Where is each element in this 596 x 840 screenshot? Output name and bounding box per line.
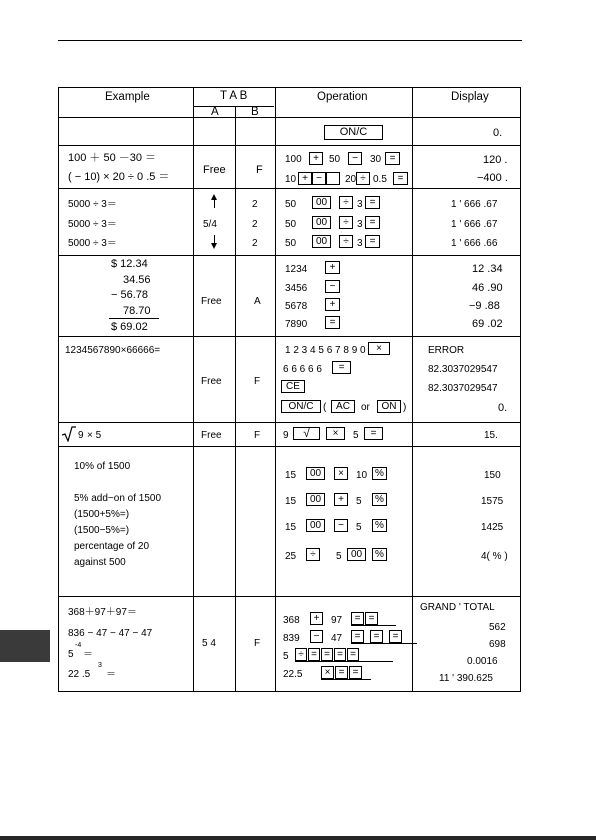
op-number: 100: [285, 154, 302, 165]
header-tab: T A B: [220, 90, 248, 102]
row-divider: [59, 255, 520, 256]
op-number: 5: [353, 430, 359, 441]
op-number: 50: [285, 199, 297, 210]
equals-key: =: [365, 216, 380, 229]
minus-key: −: [334, 519, 348, 532]
example-line: 34.56: [123, 274, 151, 286]
arrow-up-icon: [214, 196, 215, 208]
op-number: 5678: [285, 301, 308, 312]
equals-key: =: [325, 316, 340, 329]
display-value: 4( % ): [481, 551, 508, 562]
row-divider: [59, 422, 520, 423]
double-zero-key: 00: [306, 519, 325, 532]
op-number: 0.5: [373, 174, 387, 185]
op-number: 1 2 3 4 5 6 7 8 9 0: [285, 345, 366, 356]
example-line: 78.70: [123, 305, 151, 317]
op-number: 30: [370, 154, 382, 165]
display-value: −9 .88: [469, 300, 500, 312]
equals-key: =: [349, 666, 362, 679]
tab-a-value: Free: [203, 164, 226, 176]
double-zero-key: 00: [312, 216, 331, 229]
op-number: 5: [336, 551, 342, 562]
tab-a-value: Free: [201, 430, 222, 441]
example-line: 100 ＋ 50 －30 ＝: [68, 152, 157, 164]
op-number: 3: [357, 219, 363, 230]
example-line: − 56.78: [111, 289, 149, 301]
example-line: percentage of 20: [74, 541, 150, 552]
display-value: 82.3037029547: [428, 383, 498, 394]
display-value: 1 ' 666 .66: [451, 238, 498, 249]
display-value: 11 ' 390.625: [439, 673, 493, 684]
op-number: 15: [285, 496, 297, 507]
op-number: 839: [283, 633, 300, 644]
example-line: ＝: [106, 669, 116, 680]
display-value: 0.: [498, 402, 508, 414]
percent-key: %: [372, 467, 387, 480]
tab-a-value: Free: [201, 376, 222, 387]
equals-key: =: [370, 630, 383, 643]
op-number: 5: [283, 651, 289, 662]
tab-b-value: A: [254, 296, 261, 307]
plus-key: +: [310, 612, 323, 625]
op-number: 15: [285, 522, 297, 533]
example-line: 5000 ÷ 3＝: [68, 238, 117, 249]
example-line: $ 69.02: [111, 321, 148, 333]
underline: [351, 625, 396, 626]
op-number: 15: [285, 470, 297, 481]
op-number: 97: [331, 615, 343, 626]
op-number: 10: [356, 470, 368, 481]
op-number: 5: [356, 522, 362, 533]
equals-key: =: [365, 196, 380, 209]
display-value: 698: [489, 639, 506, 650]
on-key: ON: [377, 400, 401, 413]
underline: [295, 661, 393, 662]
op-number: 47: [331, 633, 343, 644]
example-line: ＝: [83, 649, 93, 660]
example-line: ( − 10) × 20 ÷ 0 .5 ＝: [68, 171, 170, 183]
divide-key: ÷: [339, 196, 353, 209]
equals-key: =: [364, 427, 383, 440]
row-divider: [59, 336, 520, 337]
multiply-key: ×: [326, 427, 345, 440]
tab-a-value: Free: [201, 296, 222, 307]
op-number: 20: [345, 174, 357, 185]
col-divider: [193, 88, 194, 691]
ce-key: CE: [281, 380, 305, 393]
equals-key: =: [393, 172, 408, 185]
op-number: 25: [285, 551, 297, 562]
underline: [321, 679, 371, 680]
example-line: 5% add−on of 1500: [74, 493, 162, 504]
op-word: or: [361, 402, 370, 413]
example-line: 5000 ÷ 3＝: [68, 199, 117, 210]
plus-key: +: [334, 493, 348, 506]
example-line: 368＋97＋97＝: [68, 607, 137, 618]
example-line: 22 .5: [68, 669, 91, 680]
header-rule: [58, 40, 522, 41]
example-table: [58, 87, 521, 692]
example-line: 5000 ÷ 3＝: [68, 219, 117, 230]
col-divider: [235, 106, 236, 691]
example-line: (1500−5%=): [74, 525, 130, 536]
multiply-key: ×: [368, 342, 390, 355]
op-number: 10: [285, 174, 297, 185]
equals-key: =: [334, 648, 346, 661]
display-value: 120 .: [483, 154, 508, 166]
exponent: 3: [98, 662, 102, 669]
ac-key: AC: [331, 400, 355, 413]
header-operation: Operation: [317, 91, 368, 103]
paren: ): [403, 402, 407, 413]
row-divider: [193, 106, 274, 107]
header-tab-a: A: [211, 106, 219, 118]
square-root-icon: [62, 426, 76, 442]
display-value: 69 .02: [472, 318, 503, 330]
display-value: 82.3037029547: [428, 364, 498, 375]
equals-key: =: [347, 648, 359, 661]
example-line: 836 − 47 − 47 − 47: [68, 628, 153, 639]
onc-key: ON/C: [324, 125, 383, 140]
display-value: 12 .34: [472, 263, 503, 275]
paren: (: [323, 402, 327, 413]
plus-key: +: [309, 152, 323, 165]
row-divider: [59, 117, 520, 118]
equals-key: =: [351, 630, 364, 643]
divide-key: ÷: [339, 235, 353, 248]
underline: [351, 643, 417, 644]
op-number: 3: [357, 199, 363, 210]
plus-key: +: [298, 172, 312, 185]
percent-key: %: [372, 519, 387, 532]
equals-key: =: [389, 630, 402, 643]
minus-key: −: [348, 152, 362, 165]
op-number: 50: [285, 219, 297, 230]
op-number: 6 6 6 6 6: [283, 364, 322, 375]
example-line: (1500+5%=): [74, 509, 130, 520]
minus-key: −: [310, 630, 323, 643]
double-zero-key: 00: [312, 235, 331, 248]
op-number: 50: [329, 154, 341, 165]
equals-key: =: [321, 648, 333, 661]
op-number: 50: [285, 238, 297, 249]
example-line: 5: [68, 649, 74, 660]
display-value: 0.0016: [467, 656, 498, 667]
sqrt-key: √: [293, 427, 320, 440]
display-value: 562: [489, 622, 506, 633]
op-number: 9: [283, 430, 289, 441]
equals-key: =: [308, 648, 320, 661]
col-divider: [412, 88, 413, 691]
tab-b-value: F: [256, 164, 263, 176]
display-value: 46 .90: [472, 282, 503, 294]
minus-key: −: [312, 172, 326, 185]
double-zero-key: 00: [347, 548, 366, 561]
percent-key: %: [372, 493, 387, 506]
display-value: 1 ' 666 .67: [451, 199, 498, 210]
section-tab: [0, 630, 50, 662]
display-value: 15.: [484, 430, 498, 441]
double-zero-key: 00: [306, 467, 325, 480]
double-zero-key: 00: [306, 493, 325, 506]
tab-b-value: F: [254, 376, 261, 387]
equals-key: =: [365, 235, 380, 248]
tab-b-value: 2: [252, 219, 258, 230]
op-number: 3: [357, 238, 363, 249]
display-value: −400 .: [477, 172, 508, 184]
op-number: 1234: [285, 264, 308, 275]
op-number: 7890: [285, 319, 308, 330]
display-value: 150: [484, 470, 501, 481]
bottom-edge: [0, 836, 596, 840]
row-divider: [59, 596, 520, 597]
divide-key: ÷: [295, 648, 307, 661]
row-divider: [59, 188, 520, 189]
tab-b-value: 2: [252, 199, 258, 210]
tab-a-value: 5 4: [202, 638, 216, 649]
plus-key: +: [325, 261, 340, 274]
op-number: 5: [356, 496, 362, 507]
percent-key: %: [372, 548, 387, 561]
display-label: GRAND ' TOTAL: [420, 602, 495, 613]
blank-key: [326, 172, 340, 185]
op-number: 368: [283, 615, 300, 626]
col-divider: [275, 88, 276, 691]
plus-key: +: [325, 298, 340, 311]
example-line: 10% of 1500: [74, 461, 131, 472]
op-number: 22.5: [283, 669, 303, 680]
op-number: 3456: [285, 283, 308, 294]
equals-key: =: [385, 152, 400, 165]
arrow-down-icon: [214, 235, 215, 247]
divide-key: ÷: [306, 548, 320, 561]
radicand: 9: [78, 430, 84, 441]
equals-key: =: [351, 612, 364, 625]
tab-b-value: F: [254, 430, 261, 441]
row-divider: [59, 446, 520, 447]
multiply-key: ×: [321, 666, 334, 679]
example-line: $ 12.34: [111, 258, 148, 270]
display-value: ERROR: [428, 345, 465, 356]
example-line: against 500: [74, 557, 126, 568]
display-value: 1425: [481, 522, 504, 533]
row-divider: [59, 145, 520, 146]
header-display: Display: [451, 91, 489, 103]
example-line: 1234567890×66666=: [65, 345, 161, 356]
equals-key: =: [332, 361, 351, 374]
multiply-key: ×: [334, 467, 348, 480]
divide-key: ÷: [339, 216, 353, 229]
exponent: -4: [75, 642, 82, 649]
equals-key: =: [365, 612, 378, 625]
sum-rule: [109, 318, 159, 319]
tab-b-value: 2: [252, 238, 258, 249]
display-value: 1575: [481, 496, 504, 507]
header-tab-b: B: [251, 106, 259, 118]
header-example: Example: [105, 91, 150, 103]
equals-key: =: [335, 666, 348, 679]
double-zero-key: 00: [312, 196, 331, 209]
minus-key: −: [325, 280, 340, 293]
display-value: 0.: [493, 127, 503, 139]
tab-a-value: 5/4: [203, 219, 217, 230]
divide-key: ÷: [356, 172, 370, 185]
example-line: × 5: [87, 430, 102, 441]
onc-key: ON/C: [281, 400, 321, 413]
display-value: 1 ' 666 .67: [451, 219, 498, 230]
tab-b-value: F: [254, 638, 261, 649]
